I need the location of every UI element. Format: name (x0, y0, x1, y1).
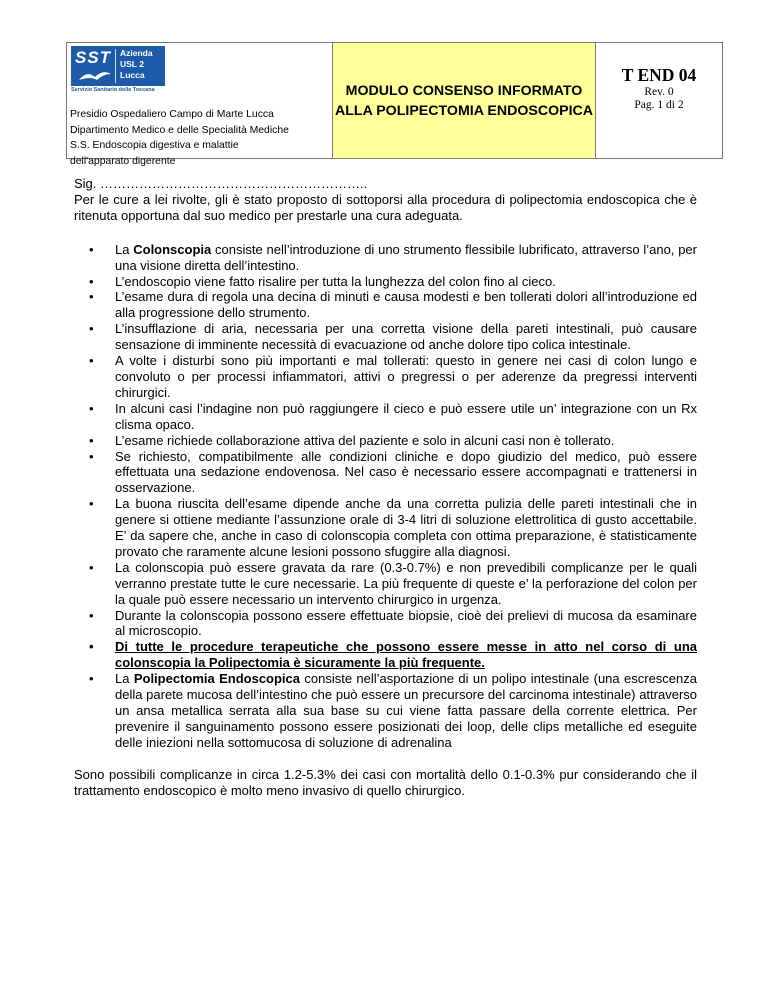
page-number: Pag. 1 di 2 (634, 99, 684, 111)
intro-paragraph: Per le cure a lei rivolte, gli è stato proposto di sottoporsi alla procedura di polipectomia endoscopica che è ritenuta opportuna dal suo medico per prestarle una cura adeguata. (74, 191, 697, 223)
title-cell (333, 43, 596, 158)
list-item: • L’endoscopio viene fatto risalire per tutta la lunghezza del colon fino al cieco. (115, 274, 697, 290)
list-item: • La buona riuscita dell’esame dipende anche da una corretta pulizia delle pareti intestinali che in genere si ottiene mediante l’assunzione orale di 3-4 litri di soluzione elettrolitica di gusto accettabile. E’ da sapere che, anche in caso di colonscopia completa con ottima preparazione, è statisticamente provato che raramente alcune lesioni possono sfuggire alla diagnosi. (115, 496, 697, 560)
bird-icon (77, 68, 113, 84)
list-item: • La colonscopia può essere gravata da rare (0.3-0.7%) e non prevedibili complicanze per le quali verranno prestate tutte le cure necessarie. La più frequente di queste e’ la perforazione del colon per la quale può essere necessario un intervento chirurgico in urgenza. (115, 560, 697, 608)
patient-name-line: Sig. …………………………………………………….. (74, 176, 368, 191)
organization-block: Presidio Ospedaliero Campo di Marte Lucca Dipartimento Medico e delle Specialità Mediche S.S. Endoscopia digestiva e malattie dell'apparato digerente (70, 109, 289, 167)
list-item: • L’insufflazione di aria, necessaria per una corretta visione della pareti intestinali, può causare sensazione di imminente necessità di evacuazione od anche dolore tipo colica intestinale. (115, 321, 697, 353)
logo-brand: SST (75, 48, 112, 67)
code-cell (596, 43, 722, 158)
revision: Rev. 0 (644, 86, 674, 98)
document-body (74, 176, 697, 799)
list-item: • A volte i disturbi sono più importanti e mal tollerati: questo in genere nei casi di colon lungo e convoluto o per processi infiammatori, attivi o pregressi o per aderenze da pregressi interventi chirurgici. (115, 353, 697, 401)
list-item: • L’esame richiede collaborazione attiva del paziente e solo in alcuni casi non è tollerato. (115, 433, 697, 449)
list-item: • Di tutte le procedure terapeutiche che possono essere messe in atto nel corso di una colonscopia la Polipectomia è sicuramente la più frequente. (115, 639, 697, 671)
information-list (74, 242, 697, 751)
list-item: • In alcuni casi l’indagine non può raggiungere il cieco e può essere utile un’ integrazione con un Rx clisma opaco. (115, 401, 697, 433)
list-item: • Durante la colonscopia possono essere effettuate biopsie, cioè dei prelievi di mucosa da esaminare al microscopio. (115, 608, 697, 640)
logo-caption: Servizio Sanitario della Toscana (71, 87, 155, 93)
document-title: MODULO CONSENSO INFORMATO ALLA POLIPECTOMIA ENDOSCOPICA (334, 82, 593, 119)
list-item: • La Colonscopia consiste nell’introduzione di uno strumento flessibile lubrificato, attraverso l’ano, per una visione diretta dell’intestino. (115, 242, 697, 274)
list-item: • L’esame dura di regola una decina di minuti e causa modesti e ben tollerati dolori all’introduzione ed alla progressione dello strumento. (115, 289, 697, 321)
list-item: • Se richiesto, compatibilmente alle condizioni cliniche e dopo giudizio del medico, può essere effettuata una sedazione endovenosa. Nel caso è necessario essere accompagnati e trattenersi in osservazione. (115, 449, 697, 497)
list-item: • La Polipectomia Endoscopica consiste nell’asportazione di un polipo intestinale (una escrescenza della parete mucosa dell’intestino che può essere un precursore del carcinoma intestinale) attraverso un ansa metallica serrata alla sua base su cui viene fatta passare della corrente elettrica. Per prevenire il sanguinamento possono essere posizionati dei loop, delle clips metalliche ed eseguite delle iniezioni nella sottomucosa di soluzione di adrenalina (115, 671, 697, 751)
header-left-cell (67, 43, 333, 167)
closing-paragraph: Sono possibili complicanze in circa 1.2-5.3% dei casi con mortalità dello 0.1-0.3% pur considerando che il trattamento endoscopico è molto meno invasivo di quello chirurgico. (74, 766, 697, 798)
document-header (66, 42, 723, 167)
document-code: T END 04 (621, 65, 697, 85)
usl-logo: SST Azienda USL 2 Lucca Servizio Sanitario della Toscana (71, 46, 165, 94)
